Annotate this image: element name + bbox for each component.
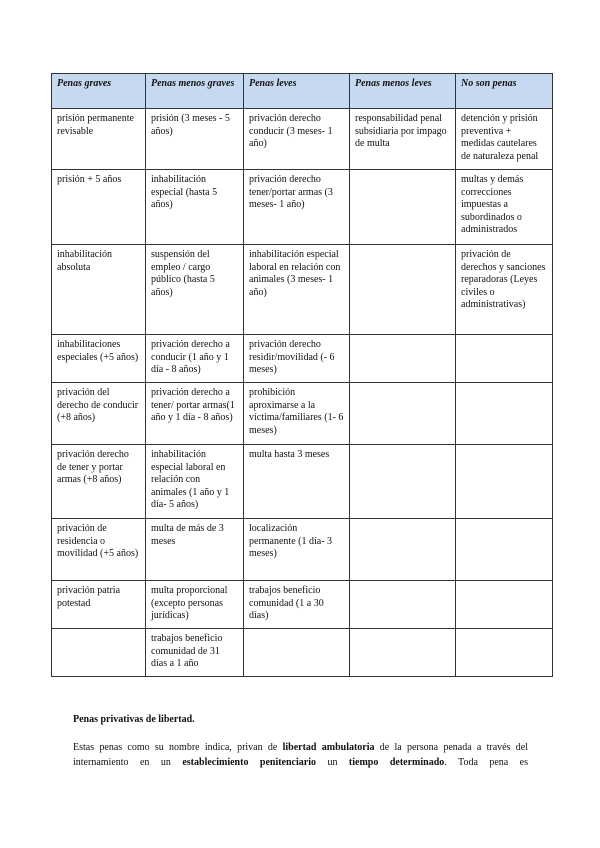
table-cell: prohibición aproximarse a la víctima/familiares (1- 6 meses): [244, 383, 350, 445]
header-penas-leves: Penas leves: [244, 74, 350, 109]
table-cell: [350, 383, 456, 445]
table-cell: [456, 629, 553, 677]
table-cell: [350, 445, 456, 519]
header-no-son-penas: No son penas: [456, 74, 553, 109]
table-cell: privación de derechos y sanciones reparadoras (Leyes civiles o administrativas): [456, 245, 553, 335]
table-row: [52, 581, 553, 629]
paragraph-text: de la persona penada a través del internamiento en un: [73, 742, 528, 768]
paragraph-bold-term: tiempo determinado: [348, 757, 445, 768]
table-row: [52, 445, 553, 519]
table-cell: inhabilitación absoluta: [52, 245, 146, 335]
paragraph-text: . Toda pena es: [444, 757, 529, 768]
table-cell: [52, 629, 146, 677]
table-cell: [456, 519, 553, 581]
table-cell: privación del derecho de conducir (+8 años): [52, 383, 146, 445]
table-cell: [456, 445, 553, 519]
table-header-row: [52, 74, 553, 109]
table-cell: suspensión del empleo / cargo público (hasta 5 años): [146, 245, 244, 335]
table-cell: privación derecho residir/movilidad (- 6 meses): [244, 335, 350, 383]
table-row: [52, 170, 553, 245]
table-cell: privación patria potestad: [52, 581, 146, 629]
section-heading: Penas privativas de libertad.: [73, 714, 195, 725]
table-row: [52, 335, 553, 383]
table-cell: [350, 170, 456, 245]
table-cell: privación de residencia o movilidad (+5 años): [52, 519, 146, 581]
table-row: [52, 245, 553, 335]
table-cell: responsabilidad penal subsidiaria por impago de multa: [350, 109, 456, 170]
header-penas-menos-graves: Penas menos graves: [146, 74, 244, 109]
header-penas-graves: Penas graves: [52, 74, 146, 109]
table-cell: localización permanente (1 día- 3 meses): [244, 519, 350, 581]
penalties-table: [51, 73, 553, 677]
section-paragraph: [73, 740, 528, 770]
paragraph-bold-term: libertad ambulatoria: [282, 742, 375, 753]
table-cell: [456, 383, 553, 445]
table-cell: [350, 629, 456, 677]
table-row: [52, 519, 553, 581]
table-cell: multas y demás correcciones impuestas a subordinados o administrados: [456, 170, 553, 245]
table-cell: [350, 581, 456, 629]
table-cell: inhabilitación especial laboral en relación con animales (3 meses- 1 año): [244, 245, 350, 335]
table-cell: privación derecho conducir (3 meses- 1 año): [244, 109, 350, 170]
table-cell: inhabilitación especial laboral en relación con animales (1 año y 1 día- 5 años): [146, 445, 244, 519]
table-cell: multa proporcional (excepto personas jurídicas): [146, 581, 244, 629]
table-cell: [350, 245, 456, 335]
table-cell: [456, 581, 553, 629]
header-penas-menos-leves: Penas menos leves: [350, 74, 456, 109]
table-cell: prisión + 5 años: [52, 170, 146, 245]
table-cell: privación derecho tener/portar armas (3 meses- 1 año): [244, 170, 350, 245]
table-cell: privación derecho de tener y portar armas (+8 años): [52, 445, 146, 519]
table-cell: inhabilitaciones especiales (+5 años): [52, 335, 146, 383]
table-cell: trabajos beneficio comunidad (1 a 30 días): [244, 581, 350, 629]
table-row: [52, 109, 553, 170]
paragraph-bold-term: establecimiento penitenciario: [182, 757, 316, 768]
table-cell: [456, 335, 553, 383]
table-cell: prisión permanente revisable: [52, 109, 146, 170]
table-cell: privación derecho a tener/ portar armas(1 año y 1 día - 8 años): [146, 383, 244, 445]
table-cell: multa de más de 3 meses: [146, 519, 244, 581]
paragraph-text: Estas penas como su nombre indica, privan de: [73, 742, 283, 753]
table-cell: privación derecho a conducir (1 año y 1 día - 8 años): [146, 335, 244, 383]
table-cell: prisión (3 meses - 5 años): [146, 109, 244, 170]
table-cell: [350, 335, 456, 383]
table-cell: inhabilitación especial (hasta 5 años): [146, 170, 244, 245]
table-cell: detención y prisión preventiva + medidas cautelares de naturaleza penal: [456, 109, 553, 170]
table-row: [52, 629, 553, 677]
table-row: [52, 383, 553, 445]
table-cell: [350, 519, 456, 581]
table-cell: [244, 629, 350, 677]
paragraph-text: un: [316, 757, 349, 768]
table-cell: trabajos beneficio comunidad de 31 días a 1 año: [146, 629, 244, 677]
table-cell: multa hasta 3 meses: [244, 445, 350, 519]
